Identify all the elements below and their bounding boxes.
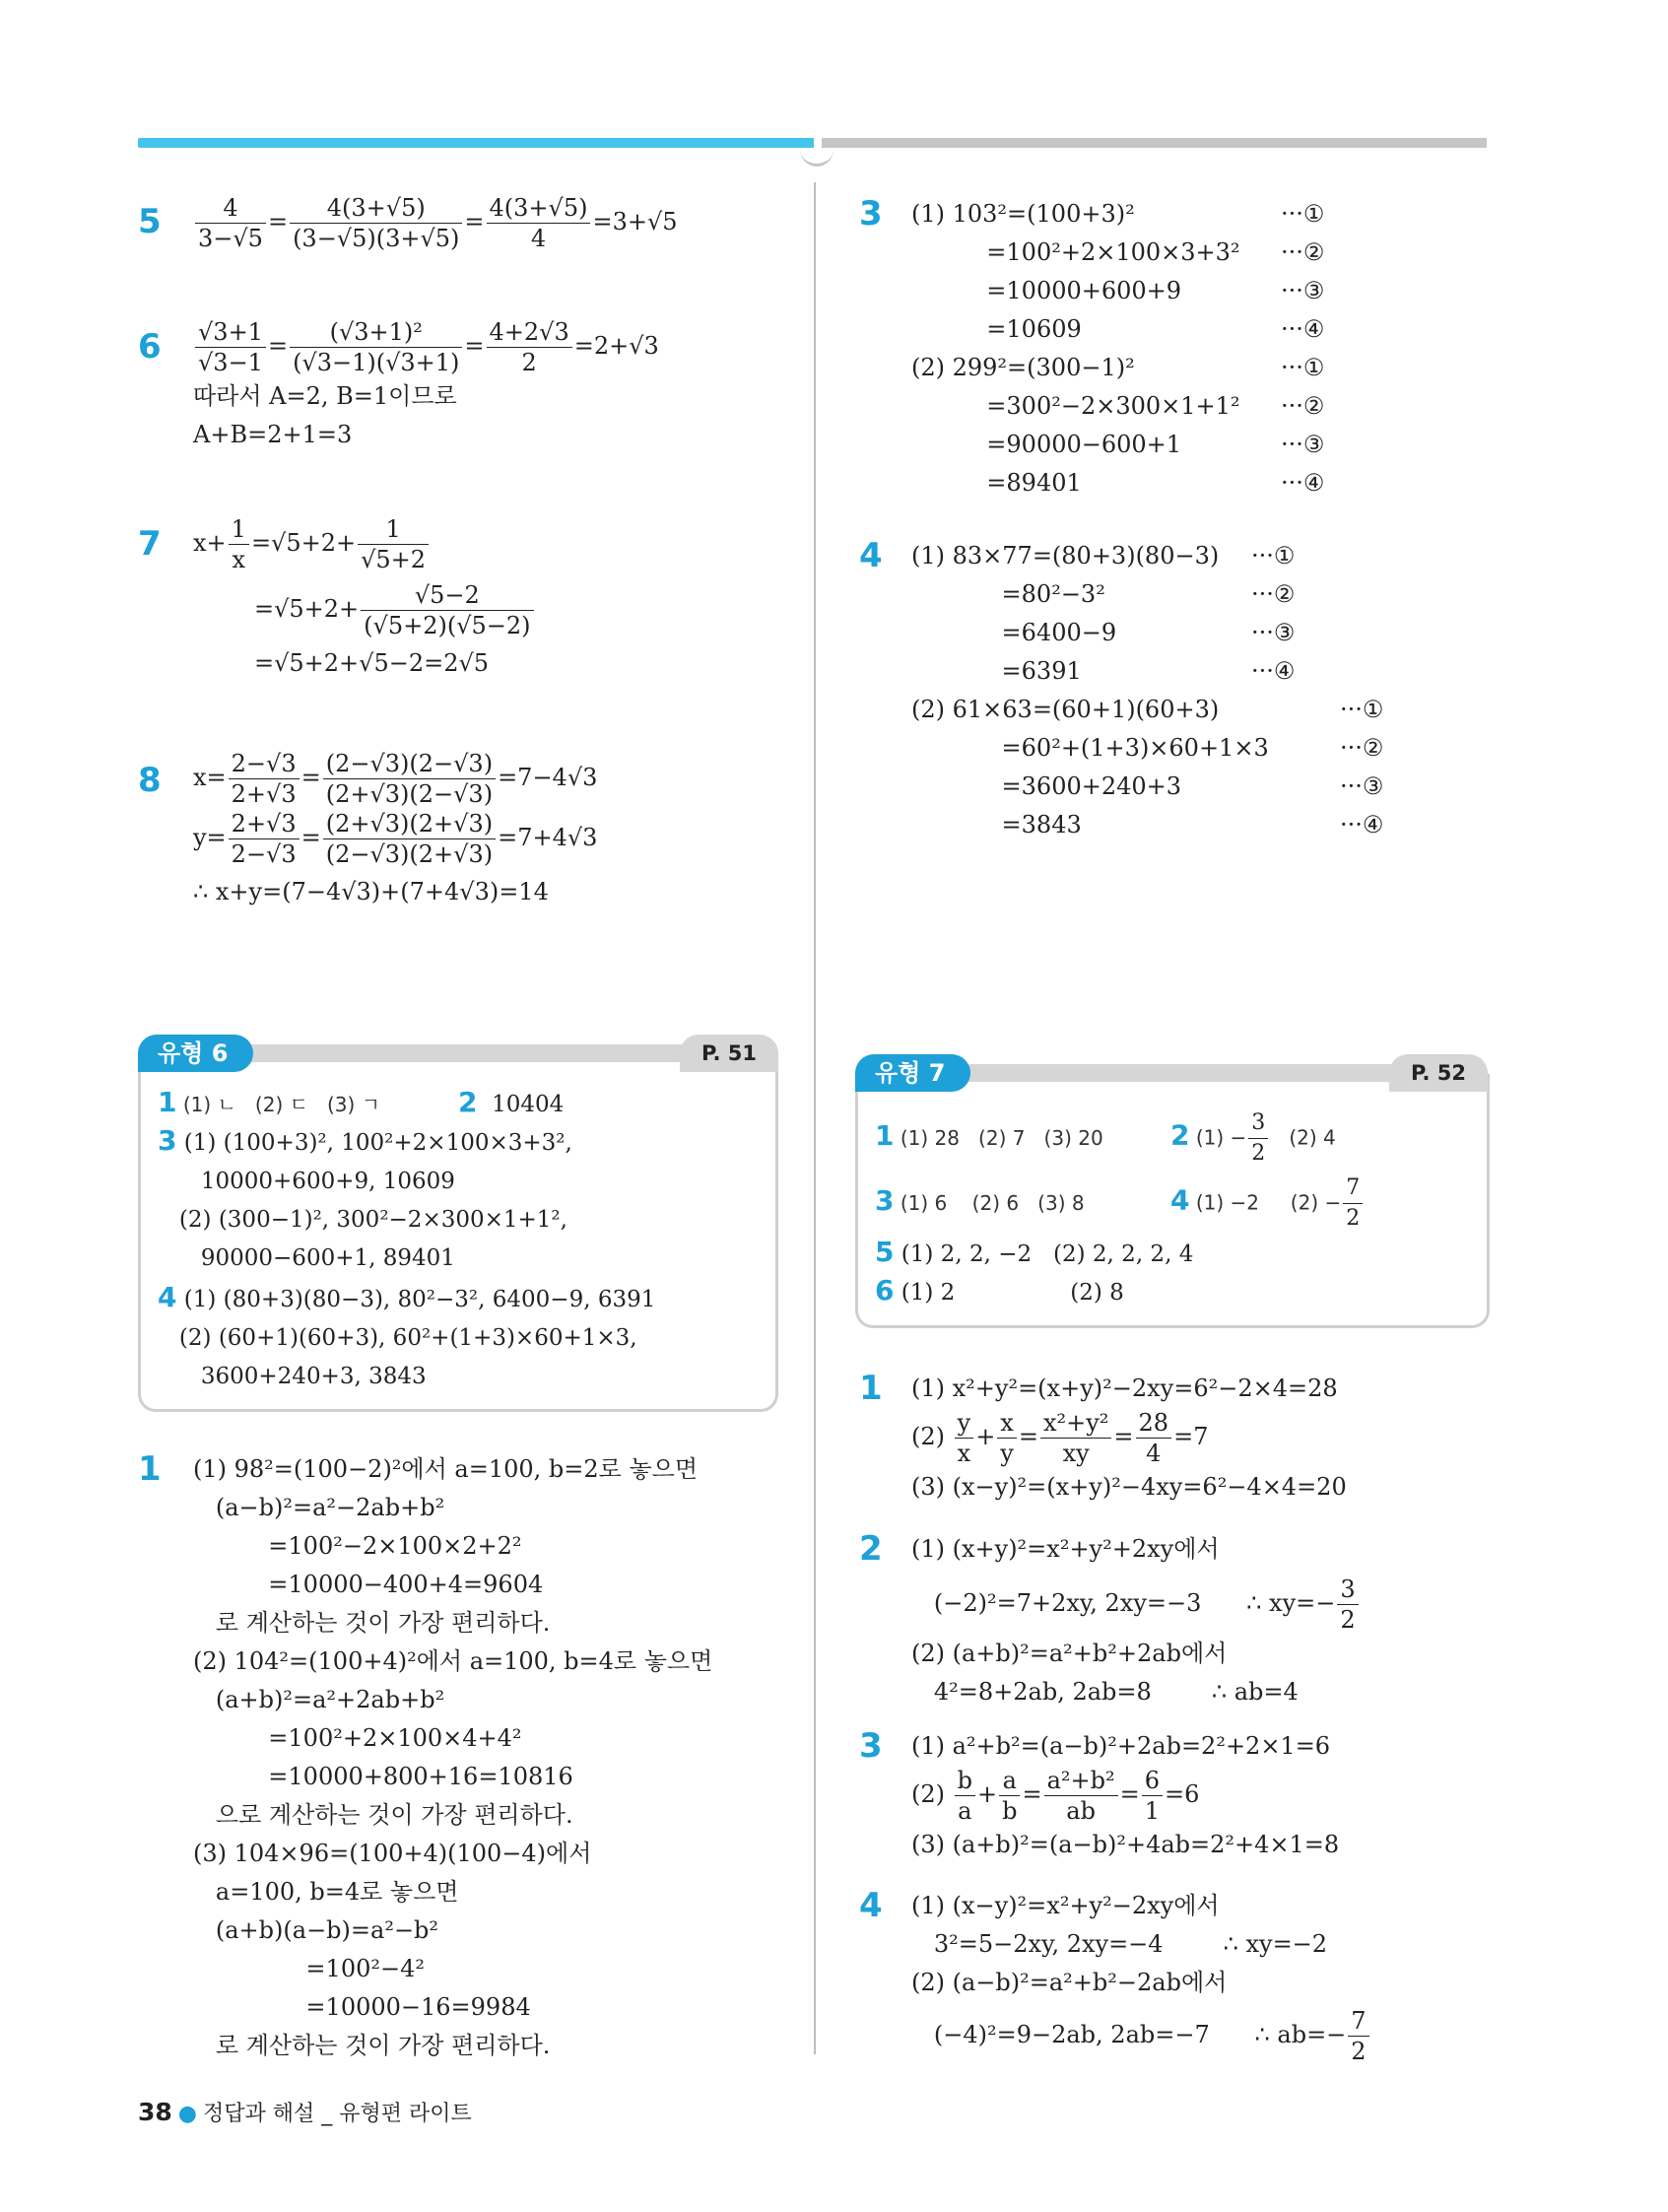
type-7-answers: 1 (1) 28 (2) 7 (3) 20 2 (1) − $\frac{3}{2}$ (2) 4 3 (1) 6 (2) 6 (3) 8 4 (1) −2 (2) − $\frac{7}{2}$ 5 (1) 2, 2, −2 (2) 2, 2, 2, 4 6 (1) 2 (2) 8 [875,1108,1476,1325]
page-reference: P. 52 [1389,1054,1488,1092]
left-problem-1-solution: (1) 98²=(100−2)²에서 a=100, b=2로 놓으면 (a−b)²=a²−2ab+b² =100²−2×100×2+2² =10000−400+4=9604 로 계산하는 것이 가장 편리하다. (2) 104²=(100+4)²에서 a=100, b=4로 놓으면 (a+b)²=a²+2ab+b² =100²+2×100×4+4² =10000+800+16=10816 으로 계산하는 것이 가장 편리하다. (3) 104×96=(100+4)(100−4)에서 a=100, b=4로 놓으면 (a+b)(a−b)=a²−b² =100²−4² =10000−16=9984 로 계산하는 것이 가장 편리하다. [193,1455,713,2059]
problem-number: 8 [138,761,162,800]
step-markers: ···① ···② ···③ ···④ ···① ···② ···③ ···④ [1281,200,1325,497]
problem-number: 4 [859,1886,883,1925]
right-problem-3-solution: (1) 103²=(100+3)² =100²+2×100×3+3² =10000+600+9 =10609 (2) 299²=(300−1)² =300²−2×300×1+1² =90000−600+1 =89401 [911,200,1240,497]
problem-7-solution: x+ $\frac{1}{x}$ =√5+2+ $\frac{1}{√5+2}$ =√5+2+ $\frac{√5-2}{(√5+2)(√5-2)}$ =√5+2+√5−2=2√5 [193,514,536,683]
top-gray-bar [822,138,1487,148]
type-badge: 유형 6 [138,1035,253,1072]
problem-number: 1 [138,1449,162,1489]
step-markers: ···① ···② ···③ ···④ [1251,542,1296,685]
problem-number: 4 [859,536,883,575]
footer-title: 정답과 해설 _ 유형편 라이트 [203,2102,472,2126]
type-6-header [138,1035,778,1072]
problem-number: 6 [138,327,162,367]
step-markers: ···① ···② ···③ ···④ [1340,696,1384,838]
right-problem-3b-solution: (1) a²+b²=(a−b)²+2ab=2²+2×1=6 (2) $\frac{b}{a}$ + $\frac{a}{b}$ = $\frac{\text{a²+b²}}{ab}$ = $\frac{6}{1}$ =6 (3) (a+b)²=(a−b)²+4ab=2²+4×1=8 [911,1732,1340,1858]
footer-dot-icon: ● [177,2102,197,2126]
page-number: 38 [138,2098,172,2126]
top-accent-bar [138,138,814,148]
fraction: $\frac{4}{3-√5}$ [195,193,266,253]
problem-number: 5 [138,202,162,241]
right-problem-2-solution: (1) (x+y)²=x²+y²+2xy에서 (−2)²=7+2xy, 2xy=−3 ∴ xy=− $\frac{3}{2}$ (2) (a+b)²=a²+b²+2ab에서 4²=8+2ab, 2ab=8 ∴ ab=4 [911,1530,1361,1711]
column-divider [814,182,816,2054]
page-reference: P. 51 [680,1035,778,1072]
type-badge: 유형 7 [855,1054,970,1092]
type-6-answers: 1 (1) ㄴ (2) ㄷ (3) ㄱ 2 10404 3 (1) (100+3)², 100²+2×100×3+3², 10000+600+9, 10609 (2) (300−1)², 300²−2×300×1+1², 90000−600+1, 89401 4 (1) (80+3)(80−3), 80²−3², 6400−9, 6391 (2) (60+1)(60+3), 60²+(1+3)×60+1×3, 3600+240+3, 3843 [158,1086,656,1389]
problem-number: 2 [859,1529,883,1569]
problem-number: 7 [138,524,162,564]
right-problem-1-solution: (1) x²+y²=(x+y)²−2xy=6²−2×4=28 (2) $\frac{y}{x}$ + $\frac{x}{y}$ = $\frac{\text{x²+y²}}{xy}$ = $\frac{28}{4}$ =7 (3) (x−y)²=(x+y)²−4xy=6²−4×4=20 [911,1374,1347,1501]
page-footer [138,2097,472,2127]
fraction: $\frac{4(3+√5)}{4}$ [487,193,591,253]
problem-number: 3 [859,194,883,234]
type-7-header [855,1054,1488,1092]
problem-number: 3 [859,1726,883,1766]
problem-5-solution: $\frac{4}{3-√5}$ = $\frac{4(3+√5)}{(3-√5)(3+√5)}$ = $\frac{4(3+√5)}{4}$ =3+√5 [193,193,678,253]
problem-6-solution: $\frac{√3+1}{√3-1}$ = $\frac{\text{(√3+1)²}}{(√3-1)(√3+1)}$ = $\frac{4+2√3}{2}$ =2+√3 따라서 A=2, B=1이므로 A+B=2+1=3 [193,318,659,448]
fraction: $\frac{4(3+√5)}{(3-√5)(3+√5)}$ [290,193,462,253]
problem-number: 1 [859,1369,883,1408]
problem-8-solution: x= $\frac{2-√3}{2+√3}$ = $\frac{(2-√3)(2-√3)}{(2+√3)(2-√3)}$ =7−4√3 y= $\frac{2+√3}{2-√3}$ = $\frac{(2+√3)(2+√3)}{(2-√3)(2+√3)}$ =7+4√3 ∴ x+y=(7−4√3)+(7+4√3)=14 [193,750,598,905]
right-problem-4b-solution: (1) (x−y)²=x²+y²−2xy에서 3²=5−2xy, 2xy=−4 ∴ xy=−2 (2) (a−b)²=a²+b²−2ab에서 (−4)²=9−2ab, 2ab=−7 ∴ ab=− $\frac{7}{2}$ [911,1887,1371,2066]
right-problem-4-solution: (1) 83×77=(80+3)(80−3) =80²−3² =6400−9 =6391 (2) 61×63=(60+1)(60+3) =60²+(1+3)×60+1×3 =3600+240+3 =3843 [911,542,1269,838]
